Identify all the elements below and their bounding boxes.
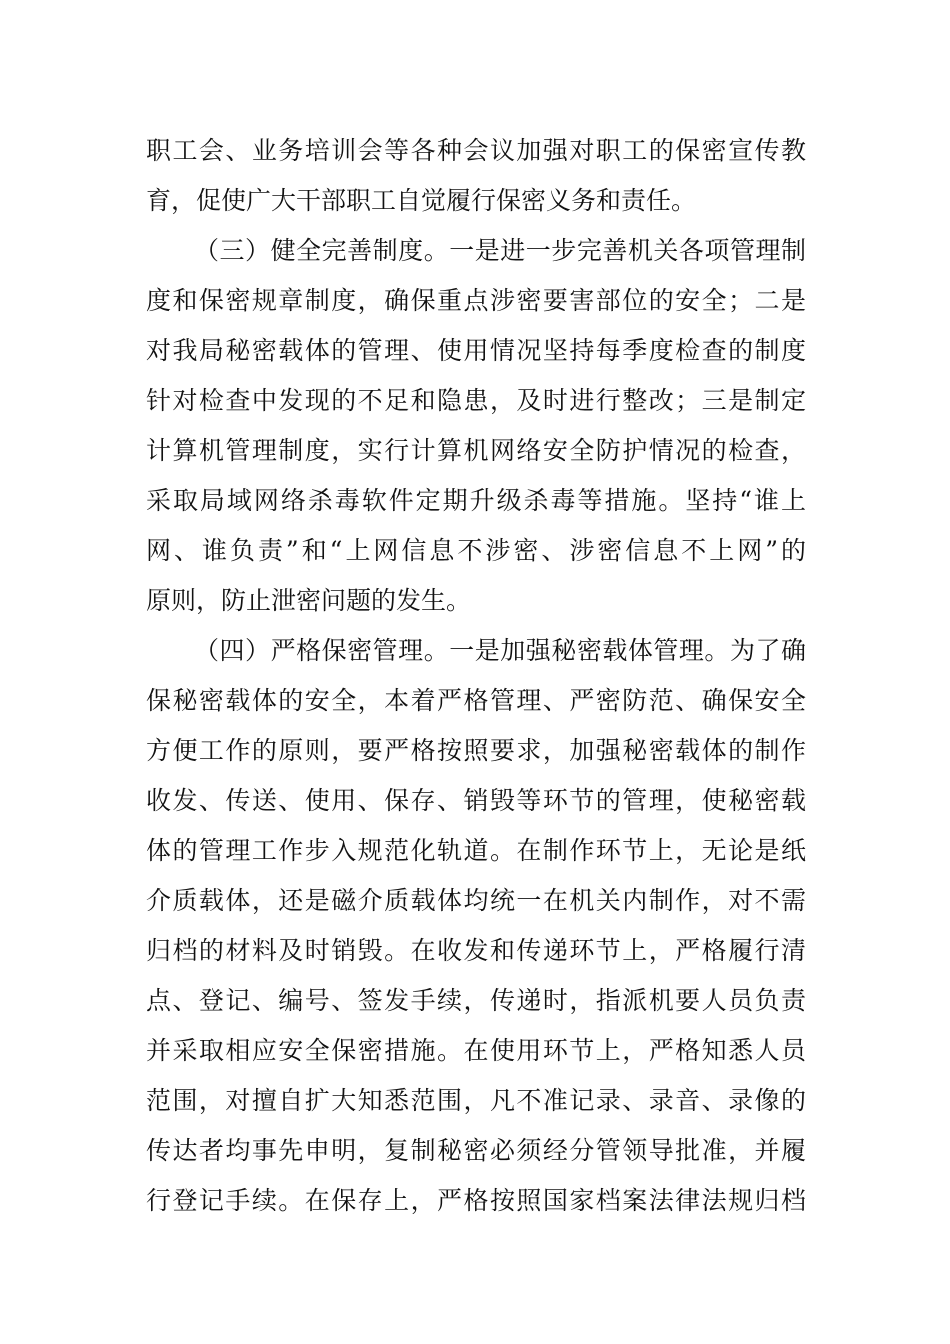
text-line-15: 体的管理工作步入规范化轨道。在制作环节上，无论是纸 bbox=[146, 836, 806, 865]
text-line-14: 收发、传送、使用、保存、销毁等环节的管理，使秘密载 bbox=[146, 786, 806, 815]
text-line-18: 点、登记、编号、签发手续，传递时，指派机要人员负责 bbox=[146, 986, 806, 1015]
text-line-9: 网、谁负责”和“上网信息不涉密、涉密信息不上网”的 bbox=[146, 536, 806, 565]
text-line-6: 针对检查中发现的不足和隐患，及时进行整改；三是制定 bbox=[146, 386, 806, 415]
paragraph-heading-3: （三）健全完善制度。一是进一步完善机关各项管理制 bbox=[194, 236, 806, 265]
text-line-2: 育，促使广大干部职工自觉履行保密义务和责任。 bbox=[146, 186, 697, 215]
paragraph-heading-4: （四）严格保密管理。一是加强秘密载体管理。为了确 bbox=[194, 636, 806, 665]
text-line-20: 范围，对擅自扩大知悉范围，凡不准记录、录音、录像的 bbox=[146, 1086, 806, 1115]
text-line-19: 并采取相应安全保密措施。在使用环节上，严格知悉人员 bbox=[146, 1036, 806, 1065]
text-line-16: 介质载体，还是磁介质载体均统一在机关内制作，对不需 bbox=[146, 886, 806, 915]
text-line-7: 计算机管理制度，实行计算机网络安全防护情况的检查， bbox=[146, 436, 806, 465]
text-line-13: 方便工作的原则，要严格按照要求，加强秘密载体的制作 bbox=[146, 736, 806, 765]
text-line-1: 职工会、业务培训会等各种会议加强对职工的保密宣传教 bbox=[146, 136, 806, 165]
text-line-12: 保秘密载体的安全，本着严格管理、严密防范、确保安全 bbox=[146, 686, 806, 715]
text-line-5: 对我局秘密载体的管理、使用情况坚持每季度检查的制度 bbox=[146, 336, 806, 365]
text-line-8: 采取局域网络杀毒软件定期升级杀毒等措施。坚持“谁上 bbox=[146, 486, 806, 515]
text-line-17: 归档的材料及时销毁。在收发和传递环节上，严格履行清 bbox=[146, 936, 806, 965]
text-line-10: 原则，防止泄密问题的发生。 bbox=[146, 586, 472, 615]
text-line-21: 传达者均事先申明，复制秘密必须经分管领导批准，并履 bbox=[146, 1136, 806, 1165]
text-line-22: 行登记手续。在保存上，严格按照国家档案法律法规归档 bbox=[146, 1186, 806, 1215]
text-line-4: 度和保密规章制度，确保重点涉密要害部位的安全；二是 bbox=[146, 286, 806, 315]
